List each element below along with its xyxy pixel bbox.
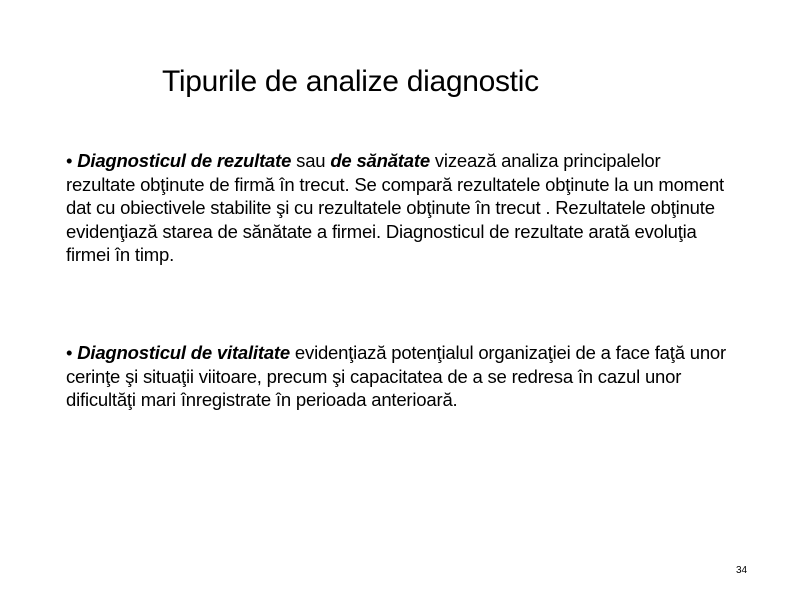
bullet-dot-icon: • [66,150,73,171]
term-health: de sănătate [330,150,430,171]
slide-title: Tipurile de analize diagnostic [162,65,539,98]
bullet-dot-icon: • [66,342,73,363]
bullet-body-text: evidenţiază potenţialul organizaţiei de a face faţă unor cerinţe şi situaţii viitoare, precum şi capacitatea de a se redresa în cazul unor dificultăţi mari înregistrate în perioada anterioară. [66,342,726,410]
bullet-vitality-diagnosis [66,341,730,412]
term-connector: sau [291,150,331,171]
bullet-body-text: vizează analiza principalelor rezultate obţinute de firmă în trecut. Se compară rezultatele obţinute la un moment dat cu obiectivele stabilite şi cu rezultatele obţinute în trecut . Rezultatele obţinute evidenţiază starea de sănătate a firmei. Diagnosticul de rezultate arată evoluţia firmei în timp. [66,150,724,265]
term-results-diagnosis: Diagnosticul de rezultate [77,150,292,171]
bullet-results-diagnosis [66,149,730,267]
page-number: 34 [736,565,748,576]
term-vitality-diagnosis: Diagnosticul de vitalitate [77,342,290,363]
